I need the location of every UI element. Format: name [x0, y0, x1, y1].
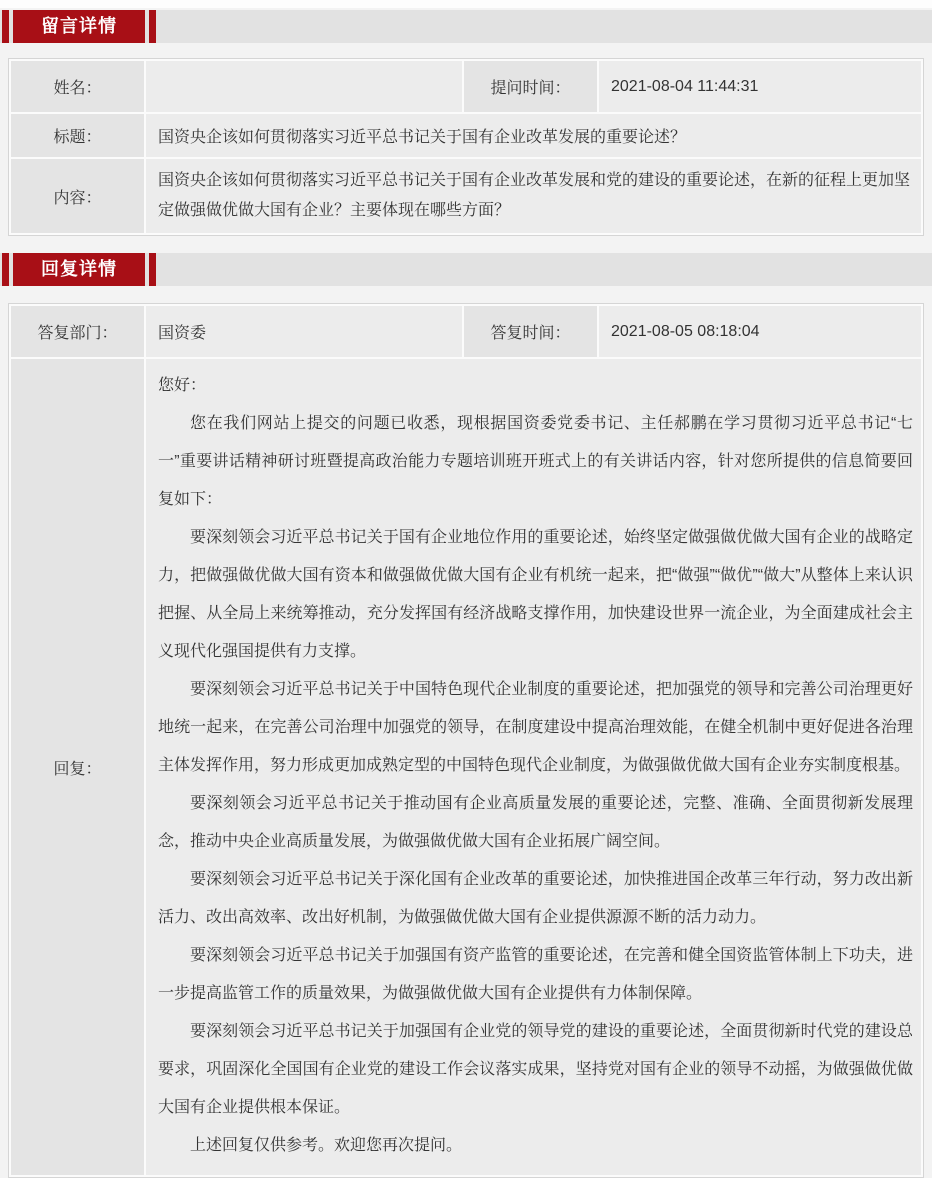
table-row [11, 359, 921, 1175]
reply-section-header-band [0, 253, 932, 286]
reply-paragraph: 要深刻领会习近平总书记关于加强国有资产监管的重要论述，在完善和健全国资监管体制上下功夫，进一步提高监管工作的质量效果，为做强做优做大国有企业提供有力体制保障。 [158, 947, 913, 1002]
reply-time-label: 答复时间： [464, 306, 597, 357]
content-value: 国资央企该如何贯彻落实习近平总书记关于国有企业改革发展和党的建设的重要论述，在新的征程上更加坚定做强做优做大国有企业？主要体现在哪些方面？ [146, 159, 921, 233]
header-accent-bar-left [2, 10, 9, 43]
reply-content [146, 359, 921, 1175]
header-accent-bar-right [149, 10, 156, 43]
header-accent-bar-left [2, 253, 9, 286]
table-row [11, 61, 921, 112]
reply-paragraph: 要深刻领会习近平总书记关于中国特色现代企业制度的重要论述，把加强党的领导和完善公司治理更好地统一起来，在完善公司治理中加强党的领导，在制度建设中提高治理效能，在健全机制中更好促进各治理主体发挥作用，努力形成更加成熟定型的中国特色现代企业制度，为做强做优做大国有企业夯实制度根基。 [158, 681, 913, 774]
reply-paragraph: 要深刻领会习近平总书记关于推动国有企业高质量发展的重要论述，完整、准确、全面贯彻新发展理念，推动中央企业高质量发展，为做强做优做大国有企业拓展广阔空间。 [158, 795, 913, 850]
header-accent-bar-right [149, 253, 156, 286]
reply-section-title: 回复详情 [13, 253, 145, 286]
title-label: 标题： [11, 114, 144, 157]
question-time-value: 2021-08-04 11:44:31 [599, 61, 921, 112]
content-label: 内容： [11, 159, 144, 233]
name-label: 姓名： [11, 61, 144, 112]
table-row [11, 159, 921, 233]
reply-paragraph: 要深刻领会习近平总书记关于加强国有企业党的领导党的建设的重要论述，全面贯彻新时代党的建设总要求，巩固深化全国国有企业党的建设工作会议落实成果，坚持党对国有企业的领导不动摇，为做强做优做大国有企业提供根本保证。 [158, 1023, 913, 1116]
reply-paragraph: 上述回复仅供参考。欢迎您再次提问。 [190, 1137, 463, 1154]
question-time-label: 提问时间： [464, 61, 597, 112]
message-detail-table [8, 58, 924, 236]
reply-dept-value: 国资委 [146, 306, 462, 357]
table-row [11, 114, 921, 157]
reply-dept-label: 答复部门： [11, 306, 144, 357]
reply-paragraph: 要深刻领会习近平总书记关于深化国有企业改革的重要论述，加快推进国企改革三年行动，努力改出新活力、改出高效率、改出好机制，为做强做优做大国有企业提供源源不断的活力动力。 [158, 871, 913, 926]
title-value: 国资央企该如何贯彻落实习近平总书记关于国有企业改革发展的重要论述？ [146, 114, 921, 157]
name-value [146, 61, 462, 112]
message-section-header-band [0, 10, 932, 43]
reply-detail-table [8, 303, 924, 1178]
reply-time-value: 2021-08-05 08:18:04 [599, 306, 921, 357]
reply-paragraph: 您在我们网站上提交的问题已收悉，现根据国资委党委书记、主任郝鹏在学习贯彻习近平总书记“七一”重要讲话精神研讨班暨提高政治能力专题培训班开班式上的有关讲话内容，针对您所提供的信息简要回复如下： [158, 415, 913, 508]
page-top-margin [0, 0, 932, 8]
table-row [11, 306, 921, 357]
reply-paragraph: 您好： [158, 377, 207, 394]
message-section-title: 留言详情 [13, 10, 145, 43]
reply-paragraph: 要深刻领会习近平总书记关于国有企业地位作用的重要论述，始终坚定做强做优做大国有企业的战略定力，把做强做优做大国有资本和做强做优做大国有企业有机统一起来，把“做强”“做优”“做大”从整体上来认识把握、从全局上来统筹推动，充分发挥国有经济战略支撑作用，加快建设世界一流企业，为全面建成社会主义现代化强国提供有力支撑。 [158, 529, 913, 660]
reply-label: 回复： [11, 359, 144, 1175]
